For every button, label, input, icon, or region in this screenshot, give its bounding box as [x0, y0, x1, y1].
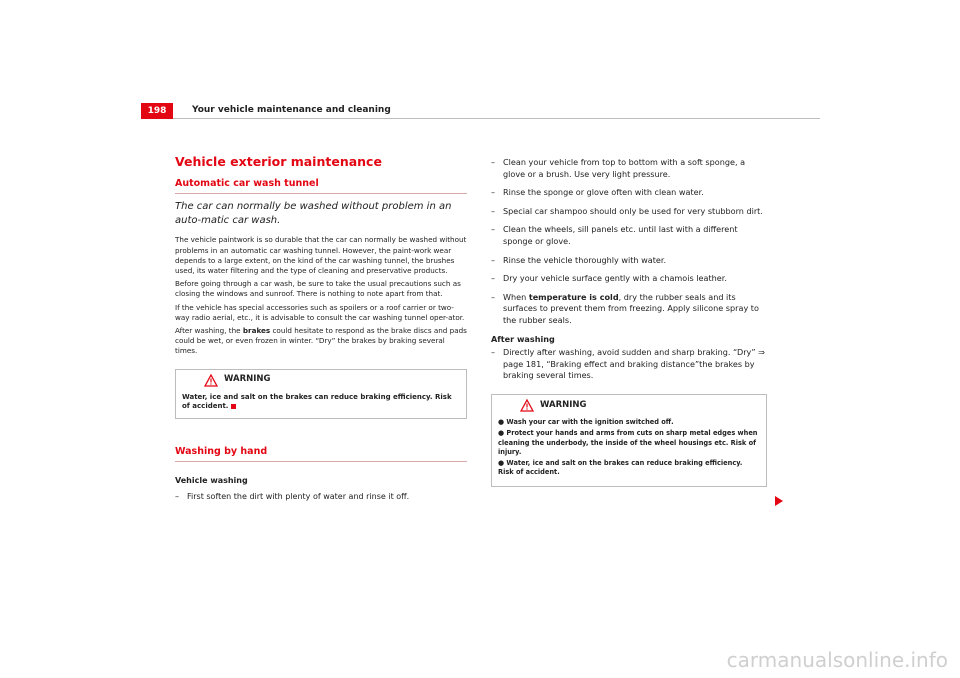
warning-bullet [498, 418, 760, 427]
paragraph: The vehicle paintwork is so durable that the car can normally be washed without problems in an automatic car washing tunnel. However, the paint-work wear depends to a large extent, on the kind of the car washing tunnel, the brushes used, its water filtering and the type of cleaning and preservative products. [175, 235, 467, 276]
after-washing-label: After washing [491, 333, 555, 344]
warning-box [491, 394, 767, 487]
list-item-text: Special car shampoo should only be used for very stubborn dirt. [503, 205, 763, 216]
list-item-text: Rinse the vehicle thoroughly with water. [503, 254, 667, 265]
list-item [491, 273, 767, 285]
bold-term: brakes [242, 326, 271, 336]
list-item [491, 255, 767, 267]
right-column [491, 157, 767, 487]
warning-bullet [498, 429, 760, 457]
warning-bullet-text: Water, ice and salt on the brakes can reduce braking efficiency. Risk of accident. [498, 459, 743, 477]
list-item-temperature [491, 292, 767, 327]
end-of-section-mark [231, 404, 236, 409]
running-head: Your vehicle maintenance and cleaning [192, 105, 391, 115]
paragraph-brakes [175, 326, 467, 357]
warning-header [182, 374, 460, 387]
text: After washing, the [175, 326, 243, 336]
watermark: carmanualsonline.info [726, 648, 948, 672]
text: When [503, 291, 529, 302]
list-item [491, 157, 767, 180]
section-title: Vehicle exterior maintenance [175, 154, 382, 169]
list-item-text [503, 292, 767, 327]
list-item-text: First soften the dirt with plenty of water and rinse it off. [187, 491, 410, 501]
list-item-text: Clean your vehicle from top to bottom with a soft sponge, a glove or a brush. Use very light pressure. [503, 157, 746, 179]
text: could hesitate to respond as the brake discs and pads could be wet, or even frozen in winter. “Dry” the brakes by braking several times. [175, 326, 467, 356]
dash: – [491, 224, 496, 235]
dash: – [491, 347, 496, 358]
list-item [491, 206, 767, 218]
dash: – [491, 273, 496, 284]
warning-triangle-icon [520, 399, 534, 412]
intro-text: The car can normally be washed without problem in an auto-matic car wash. [175, 201, 452, 226]
list-item-text: Directly after washing, avoid sudden and sharp braking. “Dry” ⇒ page 181, “Braking effect and braking distance”the brakes by braking several times. [503, 347, 765, 381]
text: Water, ice and salt on the brakes can reduce braking efficiency. Risk of accident. [182, 392, 452, 411]
bullet-icon: ● [498, 459, 505, 468]
dash: – [491, 205, 496, 216]
warning-box [175, 369, 467, 420]
bullet-icon: ● [498, 417, 505, 426]
left-column [175, 154, 467, 509]
paragraph: Before going through a car wash, be sure to take the usual precautions such as closing the windows and sunroof. There is nothing to note apart from that. [175, 279, 461, 299]
dash: – [175, 491, 179, 501]
dash: – [491, 187, 496, 198]
header-rule [141, 118, 820, 119]
continue-arrow-icon [775, 496, 783, 506]
vehicle-washing-label: Vehicle washing [175, 476, 248, 486]
list-item-text: Clean the wheels, sill panels etc. until last with a different sponge or glove. [503, 224, 738, 246]
subsection-title-washing-by-hand: Washing by hand [175, 447, 467, 462]
bold-term: temperature is cold [528, 291, 619, 302]
list-item [491, 347, 767, 382]
warning-bullet-text: Wash your car with the ignition switched off. [506, 417, 674, 426]
warning-bullet-text: Protect your hands and arms from cuts on sharp metal edges when cleaning the underbody, the inside of the wheel housings etc. Risk of injury. [498, 429, 758, 456]
dash: – [491, 157, 496, 167]
warning-triangle-icon [204, 374, 218, 387]
list-item [175, 491, 467, 502]
warning-header [498, 399, 760, 412]
list-item [491, 224, 767, 247]
warning-text [182, 393, 460, 413]
text: , dry the rubber seals and its surfaces to prevent them from freezing. Apply silicone spray to the rubber seals. [503, 291, 759, 325]
dash: – [491, 291, 496, 302]
page-number: 198 [141, 103, 173, 119]
subsection-title-car-wash: Automatic car wash tunnel [175, 179, 467, 194]
dash: – [491, 254, 496, 265]
bullet-icon: ● [498, 429, 505, 438]
paragraph: If the vehicle has special accessories such as spoilers or a roof carrier or two-way radio aerial, etc., it is advisable to consult the car washing tunnel oper-ator. [175, 302, 465, 322]
list-item [491, 187, 767, 199]
warning-label: WARNING [224, 374, 271, 385]
warning-label: WARNING [540, 399, 587, 410]
list-item-text: Rinse the sponge or glove often with clean water. [503, 187, 704, 198]
warning-bullet [498, 459, 760, 478]
list-item-text: Dry your vehicle surface gently with a chamois leather. [503, 273, 727, 284]
